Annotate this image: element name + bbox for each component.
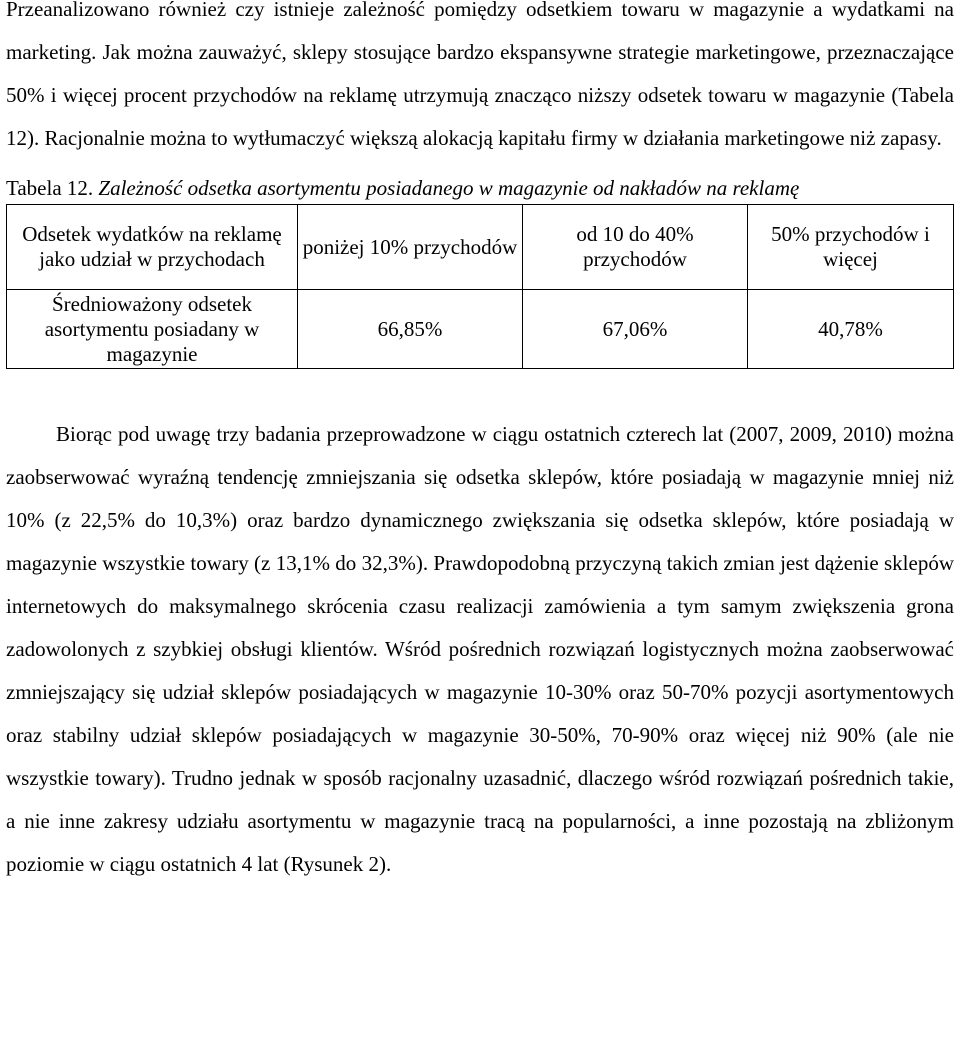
table-cell: 67,06% [523,290,748,369]
document-page [6,0,954,886]
table-cell: 40,78% [748,290,954,369]
table-caption-title: Zależność odsetka asortymentu posiadanego w magazynie od nakładów na reklamę [98,176,800,200]
table-column-header: 50% przychodów i więcej [748,205,954,290]
paragraph-analysis: Biorąc pod uwagę trzy badania przeprowadzone w ciągu ostatnich czterech lat (2007, 2009, 2010) można zaobserwować wyraźną tendencję zmniejszania się odsetka sklepów, które posiadają w magazynie mniej niż 10% (z 22,5% do 10,3%) oraz bardzo dynamicznego zwiększania się odsetka sklepów, które posiadają w magazynie wszystkie towary (z 13,1% do 32,3%). Prawdopodobną przyczyną takich zmian jest dążenie sklepów internetowych do maksymalnego skrócenia czasu realizacji zamówienia a tym samym zwiększenia grona zadowolonych z szybkiej obsługi klientów. Wśród pośrednich rozwiązań logistycznych można zaobserwować zmniejszający się udział sklepów posiadających w magazynie 10-30% oraz 50-70% pozycji asortymentowych oraz stabilny udział sklepów posiadających w magazynie 30-50%, 70-90% oraz więcej niż 90% (ale nie wszystkie towary). Trudno jednak w sposób racjonalny uzasadnić, dlaczego wśród rozwiązań pośrednich takie, a nie inne zakresy udziału asortymentu w magazynie tracą na popularności, a inne pozostają na zbliżonym poziomie w ciągu ostatnich 4 lat (Rysunek 2). [6,422,954,876]
table-row-header: Średnioważony odsetek asortymentu posiadany w magazynie [7,290,298,369]
table-column-header: od 10 do 40% przychodów [523,205,748,290]
table-header-row [7,205,954,290]
table-row [7,290,954,369]
table-cell: 66,85% [298,290,523,369]
table-caption [6,175,954,201]
data-table [6,204,954,369]
paragraph-intro: Przeanalizowano również czy istnieje zależność pomiędzy odsetkiem towaru w magazynie a wydatkami na marketing. Jak można zauważyć, sklepy stosujące bardzo ekspansywne strategie marketingowe, przeznaczające 50% i więcej procent przychodów na reklamę utrzymują znacząco niższy odsetek towaru w magazynie (Tabela 12). Racjonalnie można to wytłumaczyć większą alokacją kapitału firmy w działania marketingowe niż zapasy. [6,0,954,150]
table-caption-label: Tabela 12. [6,176,94,200]
table-row-header: Odsetek wydatków na reklamę jako udział w przychodach [7,205,298,290]
table-column-header: poniżej 10% przychodów [298,205,523,290]
